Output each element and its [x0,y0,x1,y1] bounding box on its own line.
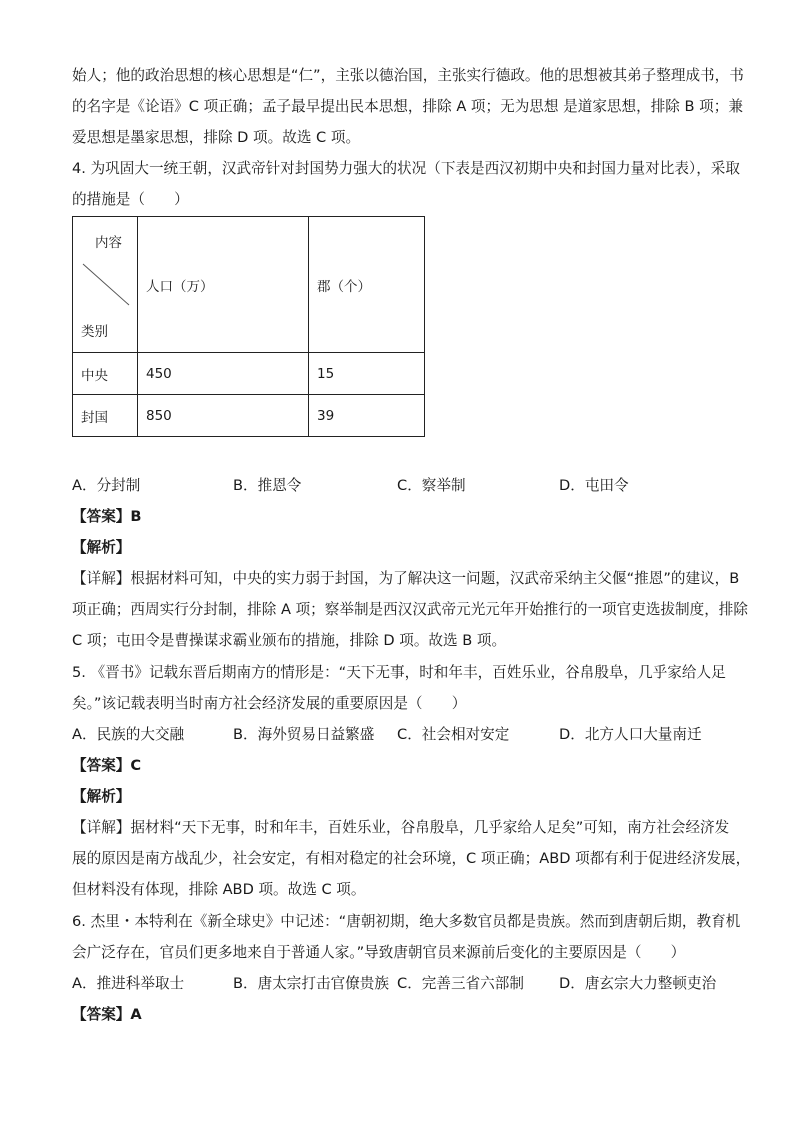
option-d: D．北方人口大量南迁 [559,726,702,743]
table-row [73,395,425,437]
cell-commanderies: 15 [309,353,425,395]
option-d: D．屯田令 [559,477,629,494]
comparison-table [72,216,425,437]
paragraph-line: 始人；他的政治思想的核心思想是“仁”，主张以德治国，主张实行德政。他的思想被其弟子整理成书，书 [72,67,744,84]
row-label: 封国 [73,395,138,437]
question-4-text: 4. 为巩固大一统王朝，汉武帝针对封国势力强大的状况（下表是西汉初期中央和封国力量对比表），采取 [72,160,740,177]
paragraph-line: 爱思想是墨家思想，排除 D 项。故选 C 项。 [72,129,361,146]
option-a: A．民族的大交融 [72,726,185,743]
option-b: B．推恩令 [233,477,302,494]
option-a: A．分封制 [72,477,141,494]
question-6-text: 6. 杰里・本特利在《新全球史》中记述：“唐朝初期，绝大多数官员都是贵族。然而到唐朝后期，教育机 [72,913,741,930]
table-row [73,353,425,395]
explanation-line: 但材料没有体现，排除 ABD 项。故选 C 项。 [72,881,366,898]
answer-label: 【答案】B [72,508,142,525]
option-a: A．推进科举取士 [72,975,185,992]
paragraph-line: 的名字是《论语》C 项正确；孟子最早提出民本思想，排除 A 项；无为思想 是道家思想，排除 B 项；兼 [72,98,743,115]
row-label: 中央 [73,353,138,395]
explanation-line: 【详解】据材料“天下无事，时和年丰，百姓乐业，谷帛殷阜，几乎家给人足矣”可知，南方社会经济发 [72,819,730,836]
answer-label: 【答案】C [72,757,142,774]
answer-label: 【答案】A [72,1006,142,1023]
table-header-population: 人口（万） [138,217,309,353]
option-c: C．社会相对安定 [397,726,510,743]
question-5-text: 矣。”该记载表明当时南方社会经济发展的重要原因是（ ） [72,695,467,712]
cell-population: 450 [138,353,309,395]
question-4-text: 的措施是（ ） [72,191,189,208]
option-d: D．唐玄宗大力整顿吏治 [559,975,717,992]
explanation-line: 展的原因是南方战乱少，社会安定，有相对稳定的社会环境，C 项正确；ABD 项都有利于促进经济发展， [72,850,751,867]
corner-label-category: 类别 [81,324,108,340]
option-c: C．完善三省六部制 [397,975,524,992]
cell-population: 850 [138,395,309,437]
table-header-commanderies: 郡（个） [309,217,425,353]
explanation-line: 项正确；西周实行分封制，排除 A 项；察举制是西汉汉武帝元光元年开始推行的一项官吏选拔制度，排除 [72,601,748,618]
cell-commanderies: 39 [309,395,425,437]
analysis-label: 【解析】 [72,788,131,805]
option-b: B．海外贸易日益繁盛 [233,726,375,743]
explanation-line: C 项；屯田令是曹操谋求霸业颁布的措施，排除 D 项。故选 B 项。 [72,632,507,649]
option-b: B．唐太宗打击官僚贵族 [233,975,389,992]
question-5-text: 5. 《晋书》记载东晋后期南方的情形是：“天下无事，时和年丰，百姓乐业，谷帛殷阜，几乎家给人足 [72,664,726,681]
corner-label-content: 内容 [95,235,122,251]
table-corner-cell [73,217,138,353]
explanation-line: 【详解】根据材料可知，中央的实力弱于封国，为了解决这一问题，汉武帝采纳主父偃“推恩”的建议，B [72,570,740,587]
question-6-text: 会广泛存在，官员们更多地来自于普通人家。”导致唐朝官员来源前后变化的主要原因是（ ） [72,944,686,961]
option-c: C．察举制 [397,477,466,494]
analysis-label: 【解析】 [72,539,131,556]
